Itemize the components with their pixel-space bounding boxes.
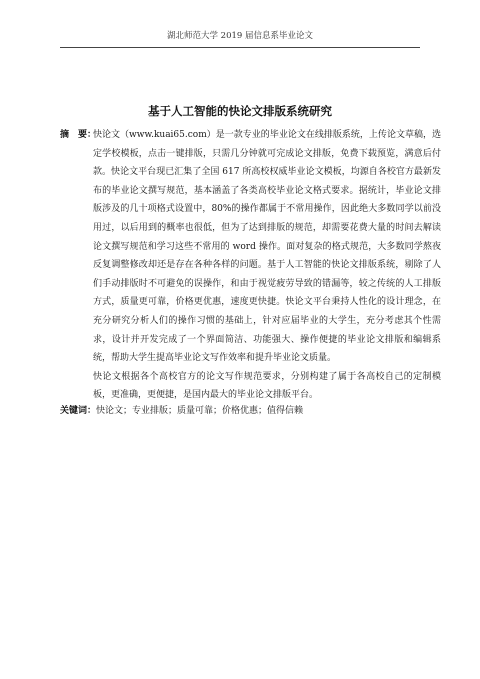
keywords-text: 快论文；专业排版；质量可靠；价格优惠；值得信赖 [96,406,304,416]
running-header: 湖北师范大学 2019 届信息系毕业论文 [166,31,314,41]
header-rule [60,47,420,48]
paper-title: 基于人工智能的快论文排版系统研究 [148,104,332,118]
abstract-paragraph: 快论文（www.kuai65.com）是一款专业的毕业论文在线排版系统，上传论文草稿，选定学校模板，点击一键排版，只需几分钟就可完成论文排版，免费下载预览，满意后付款。快论文平台现已汇集了全国 617 所高校权威毕业论文模板，均源自各校官方最新发布的毕业论文撰写规范，基本涵盖了各类高校毕业论文格式要求。据统计，毕业论文排版涉及的几十项格式设置中，80%的操作都属于不常用操作，因此绝大多数同学以前没用过，以后用到的概率也很低，但为了达到排版的规范，却需要花费大量的时间去解读论文撰写规范和学习这些不常用的 word 操作。面对复杂的格式规范，大多数同学熬夜反复调整修改却还是存在各种各样的问题。基于人工智能的快论文排版系统，剔除了人们手动排版时不可避免的误操作，和由于视觉疲劳导致的错漏等，较之传统的人工排版方式，质量更可靠，价格更优惠，速度更快捷。快论文平台秉持人性化的设计理念，在充分研究分析人们的操作习惯的基础上，针对应届毕业的大学生，充分考虑其个性需求，设计并开发完成了一个界面简洁、功能强大、操作便捷的毕业论文排版和编辑系统，帮助大学生提高毕业论文写作效率和提升毕业论文质量。 [93,130,441,364]
keywords-line [60,402,303,420]
abstract-label: 摘 要： [60,130,97,140]
keywords-label: 关键词： [60,406,97,416]
abstract-body [93,126,441,405]
abstract-paragraph: 快论文根据各个高校官方的论文写作规范要求，分别构建了属于各高校自己的定制模板，更准确，更便捷，是国内最大的毕业论文排版平台。 [93,371,441,401]
